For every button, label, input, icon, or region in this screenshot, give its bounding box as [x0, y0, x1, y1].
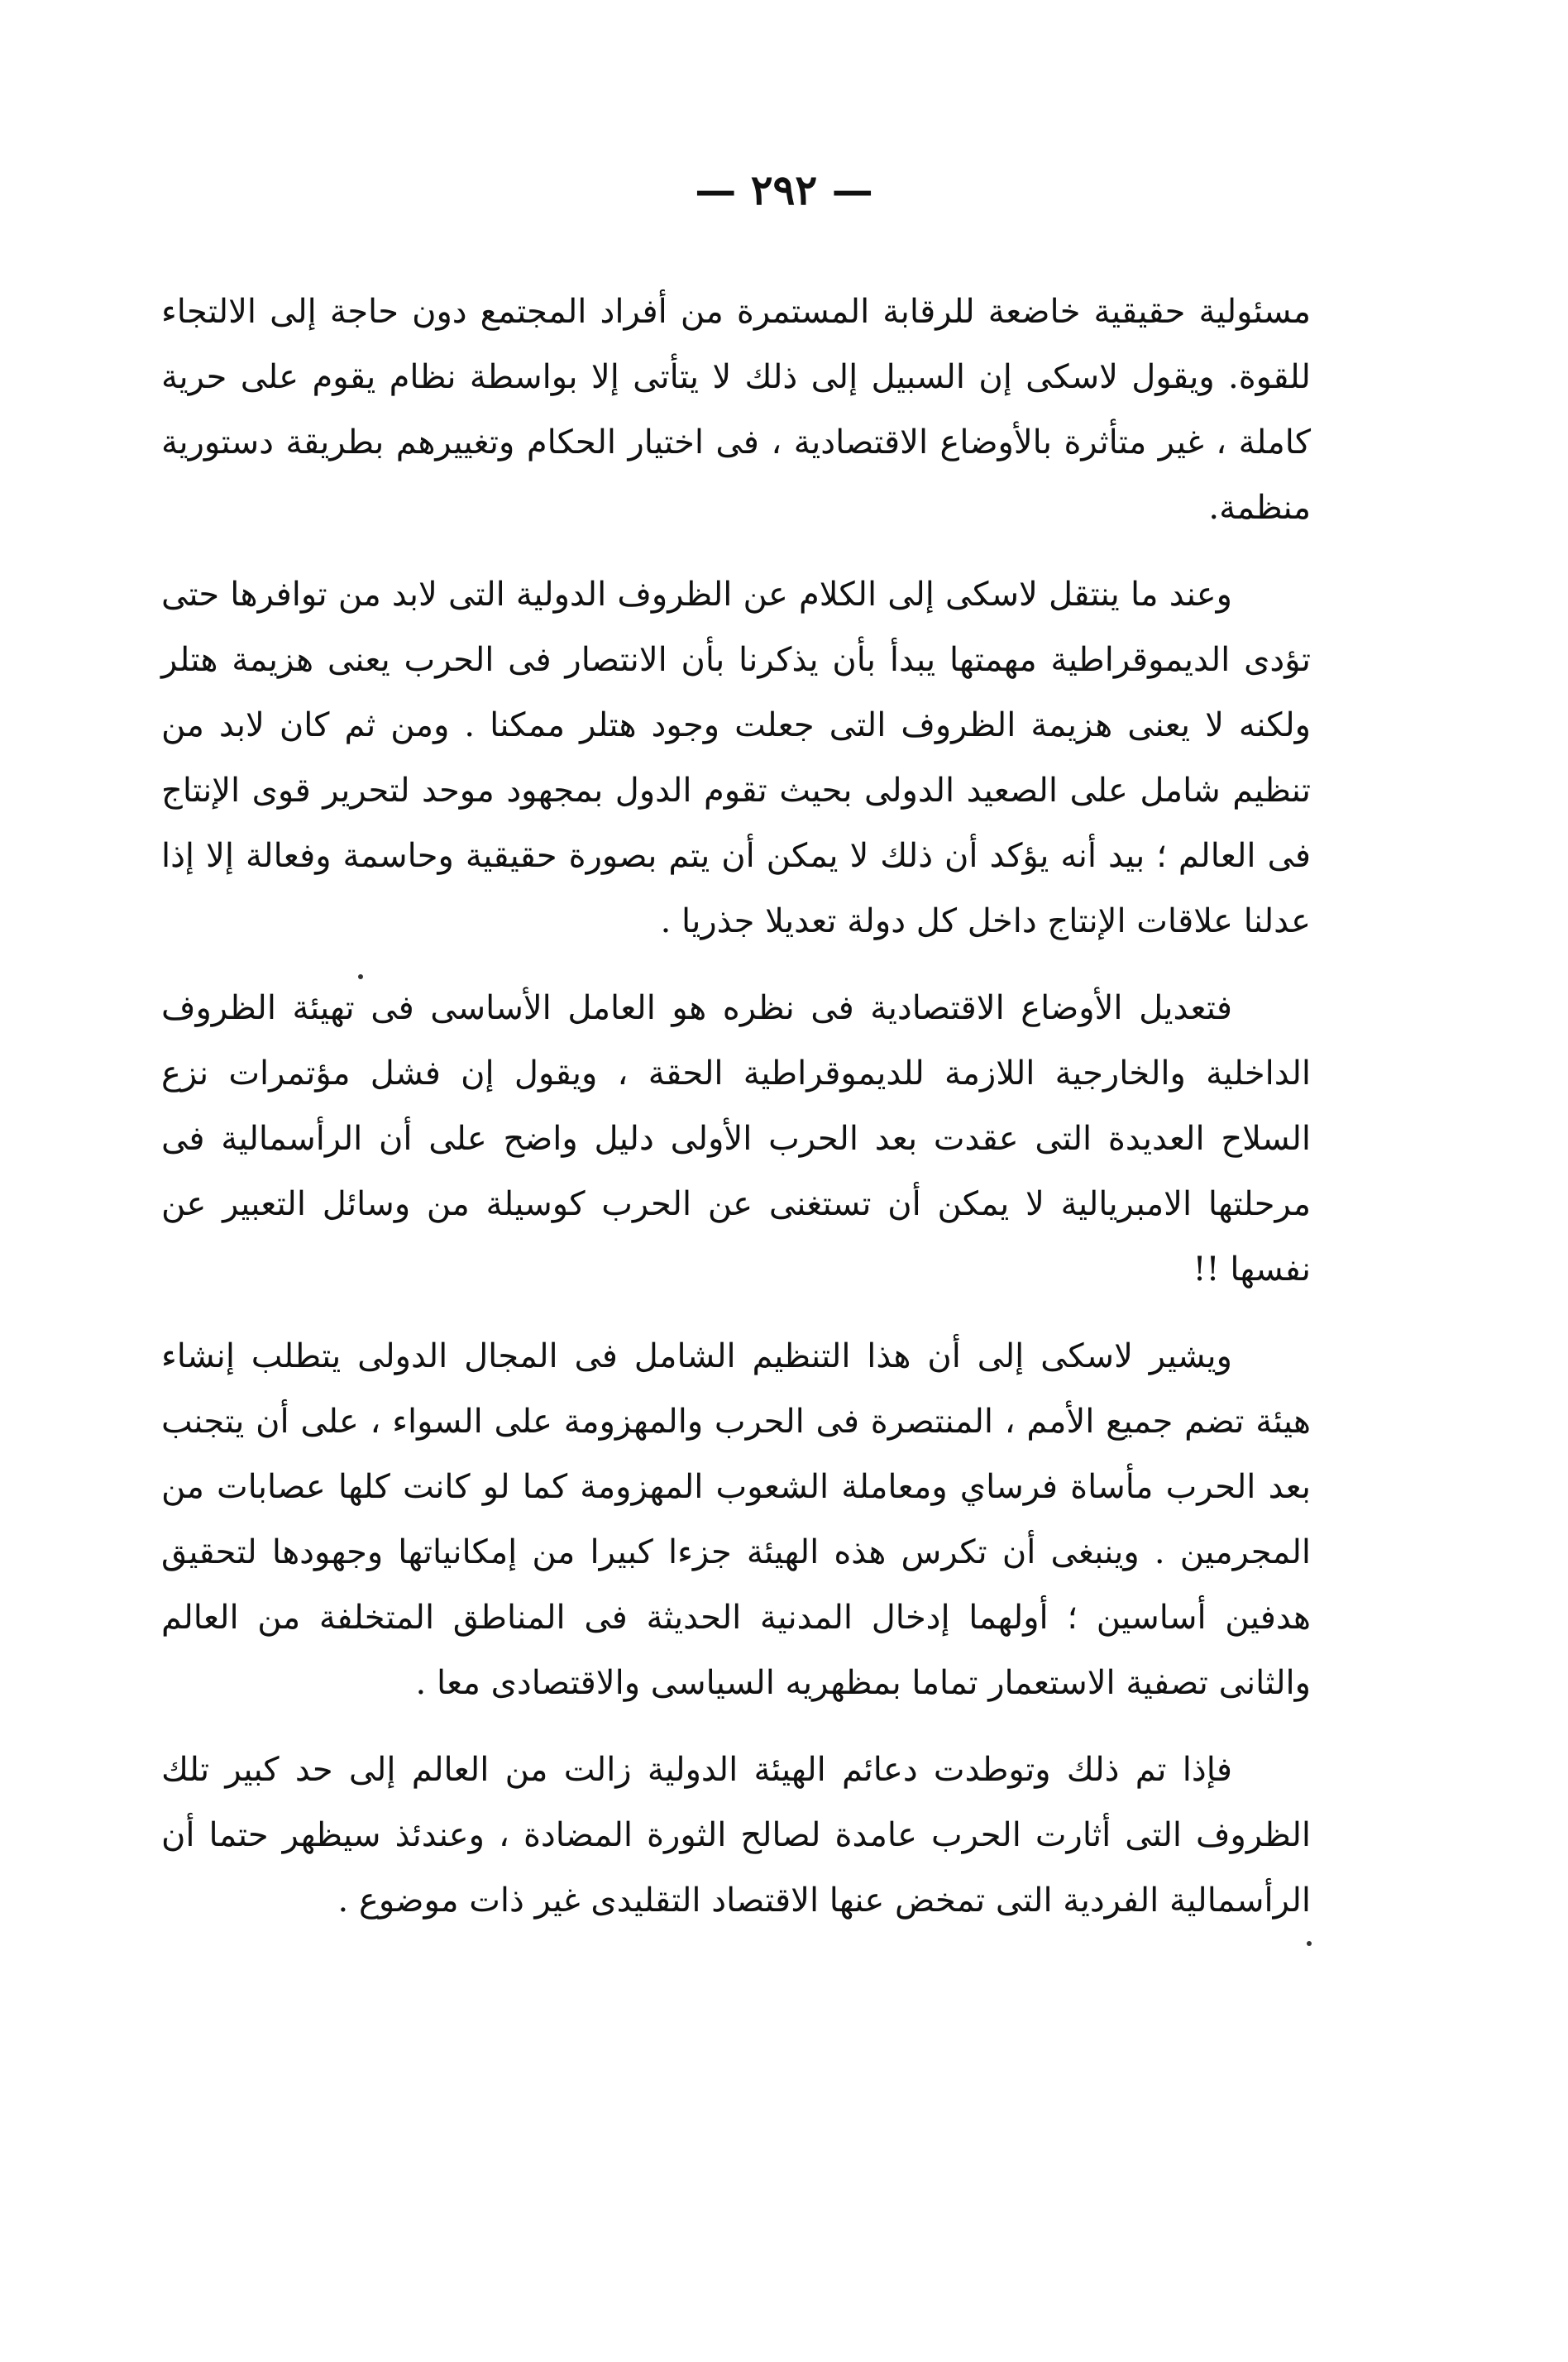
paragraph-5: فإذا تم ذلك وتوطدت دعائم الهيئة الدولية زالت من العالم إلى حد كبير تلك الظروف التى أثارت الحرب عامدة لصالح الثورة المضادة ، وعندئذ سيظهر حتما أن الرأسمالية الفردية التى تمخض عنها الاقتصاد التقليدى غير ذات موضوع . [161, 1751, 1311, 1920]
paragraph-2: وعند ما ينتقل لاسكى إلى الكلام عن الظروف الدولية التى لابد من توافرها حتى تؤدى الديموقراطية مهمتها يبدأ بأن يذكرنا بأن الانتصار فى الحرب يعنى هزيمة هتلر ولكنه لا يعنى هزيمة الظروف التى جعلت وجود هتلر ممكنا . ومن ثم كان لابد من تنظيم شامل على الصعيد الدولى بحيث تقوم الدول بمجهود موحد لتحرير قوى الإنتاج فى العالم ؛ بيد أنه يؤكد أن ذلك لا يمكن أن يتم بصورة حقيقية وحاسمة وفعالة إلا إذا عدلنا علاقات الإنتاج داخل كل دولة تعديلا جذريا . [161, 576, 1311, 940]
page-number: — ٢٩٢ — [695, 165, 873, 214]
print-speck [1307, 1941, 1312, 1946]
print-speck [358, 974, 363, 979]
paragraph-3: فتعديل الأوضاع الاقتصادية فى نظره هو العامل الأساسى فى تهيئة الظروف الداخلية والخارجية اللازمة للديموقراطية الحقة ، ويقول إن فشل مؤتمرات نزع السلاح العديدة التى عقدت بعد الحرب الأولى دليل واضح على أن الرأسمالية فى مرحلتها الامبريالية لا يمكن أن تستغنى عن الحرب كوسيلة من وسائل التعبير عن نفسها !! [161, 989, 1311, 1289]
page-body [161, 280, 1311, 1955]
paragraph-1: مسئولية حقيقية خاضعة للرقابة المستمرة من أفراد المجتمع دون حاجة إلى الالتجاء للقوة. ويقول لاسكى إن السبيل إلى ذلك لا يتأتى إلا بواسطة نظام يقوم على حرية كاملة ، غير متأثرة بالأوضاع الاقتصادية ، فى اختيار الحكام وتغييرهم بطريقة دستورية منظمة. [161, 293, 1311, 527]
paragraph-4: ويشير لاسكى إلى أن هذا التنظيم الشامل فى المجال الدولى يتطلب إنشاء هيئة تضم جميع الأمم ، المنتصرة فى الحرب والمهزومة على السواء ، على أن يتجنب بعد الحرب مأساة فرساي ومعاملة الشعوب المهزومة كما لو كانت كلها عصابات من المجرمين . وينبغى أن تكرس هذه الهيئة جزءا كبيرا من إمكانياتها وجهودها لتحقيق هدفين أساسين ؛ أولهما إدخال المدنية الحديثة فى المناطق المتخلفة من العالم والثانى تصفية الاستعمار تماما بمظهريه السياسى والاقتصادى معا . [161, 1337, 1311, 1702]
